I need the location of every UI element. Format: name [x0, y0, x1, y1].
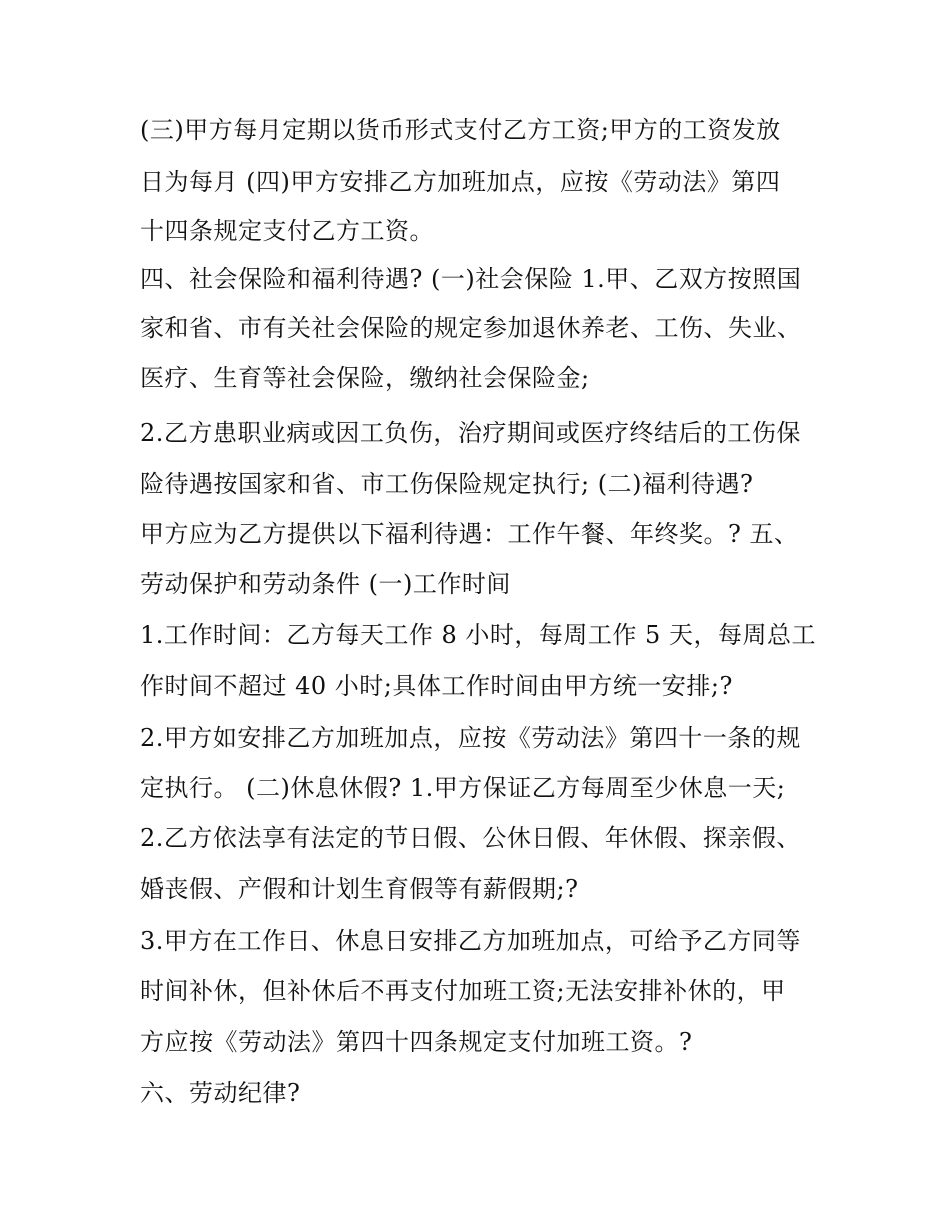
- text-line: 四、社会保险和福利待遇? (一)社会保险 1.甲、乙双方按照国: [140, 265, 802, 293]
- text-line: 甲方应为乙方提供以下福利待遇：工作午餐、年终奖。? 五、: [140, 520, 799, 548]
- text-line: 十四条规定支付乙方工资。: [140, 217, 434, 245]
- text-line: 3.甲方在工作日、休息日安排乙方加班加点，可给予乙方同等: [140, 927, 801, 955]
- text-line: 险待遇按国家和省、市工伤保险规定执行; (二)福利待遇?: [140, 470, 754, 498]
- text-line: (三)甲方每月定期以货币形式支付乙方工资;甲方的工资发放: [140, 116, 781, 144]
- text-line: 定执行。 (二)休息休假? 1.甲方保证乙方每周至少休息一天;: [140, 774, 786, 802]
- text-line: 婚丧假、产假和计划生育假等有薪假期;?: [140, 875, 579, 903]
- text-line: 2.乙方依法享有法定的节日假、公休日假、年休假、探亲假、: [140, 824, 801, 852]
- text-line: 方应按《劳动法》第四十四条规定支付加班工资。?: [140, 1028, 693, 1056]
- text-line: 2.甲方如安排乙方加班加点，应按《劳动法》第四十一条的规: [140, 724, 801, 752]
- text-line: 家和省、市有关社会保险的规定参加退休养老、工伤、失业、: [140, 314, 802, 342]
- text-line: 2.乙方患职业病或因工负伤，治疗期间或医疗终结后的工伤保: [140, 419, 801, 447]
- text-line: 1.工作时间：乙方每天工作 8 小时，每周工作 5 天，每周总工: [140, 621, 816, 649]
- text-line: 作时间不超过 40 小时;具体工作时间由甲方统一安排;?: [140, 672, 733, 700]
- text-line: 时间补休，但补休后不再支付加班工资;无法安排补休的，甲: [140, 977, 786, 1005]
- text-line: 劳动保护和劳动条件 (一)工作时间: [140, 570, 511, 598]
- text-line: 六、劳动纪律?: [140, 1079, 301, 1107]
- text-line: 医疗、生育等社会保险，缴纳社会保险金;: [140, 364, 590, 392]
- text-line: 日为每月 (四)甲方安排乙方加班加点，应按《劳动法》第四: [140, 168, 781, 196]
